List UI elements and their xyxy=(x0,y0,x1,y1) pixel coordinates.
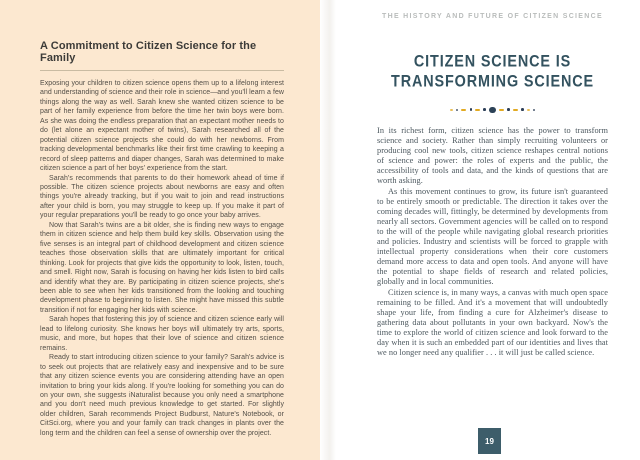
divider-dash-icon xyxy=(475,109,480,111)
chapter-title xyxy=(353,52,632,91)
spine-shadow xyxy=(320,0,336,460)
divider-bigdot-icon xyxy=(489,107,496,114)
body-paragraph: Sarah hopes that fostering this joy of science and citizen science early will lead to lifelong curiosity. She knows her boys will ultimately try arts, sports, music, and more, but hopes that their love of science and citizen science remains. xyxy=(40,316,284,352)
right-body-text xyxy=(377,126,608,358)
divider-dash-icon xyxy=(450,109,453,111)
divider-dot-icon xyxy=(456,109,458,111)
divider-dot-icon xyxy=(521,108,524,111)
divider-dot-icon xyxy=(507,108,510,111)
body-paragraph: Now that Sarah's twins are a bit older, she is finding new ways to engage them in citizen science and help them build key skills. Observation using the five senses is an integral part of childhood development and citizen science teaches those observation skills that are ultimately important for critical thinking. Look for projects that give kids the opportunity to look, listen, touch, and smell. Right now, Sarah is focusing on having her kids listen to bird calls and identify what they are. By participating in citizen science projects, she's been able to see when her kids transitioned from the looking and touching development phase to beginning to listen. She might have missed this subtle transition if not for engaging her kids with science. xyxy=(40,221,284,314)
divider-dot-icon xyxy=(483,108,486,111)
body-paragraph: Sarah's recommends that parents to do their homework ahead of time if possible. The citizen science projects about newborns are easy and often things you're already tracking, but if you wait to join and read instructions after your child is born, you may struggle to keep up. If you make it part of your regular preparations you'll be ready to go once your baby arrives. xyxy=(40,174,284,220)
ornament-divider-icon xyxy=(347,101,638,111)
left-page-content xyxy=(40,40,284,438)
body-paragraph: Ready to start introducing citizen science to your family? Sarah's advice is to seek out projects that are relatively easy and inexpensive and to be sure that any citizen science events you are considering attending have an open invitation to bring your kids along. If you're looking for something you can do on your own, she suggests iNaturalist because you only need a smartphone and you don't need much previous knowledge to get started. For slightly older children, Sarah recommends Project Budburst, Nature's Notebook, or CitSci.org, where you and your family can track changes in plants over the long term and the children can feel a sense of ownership over the project. xyxy=(40,354,284,437)
divider-dot-icon xyxy=(533,109,535,111)
divider-dash-icon xyxy=(461,109,466,111)
page-number-badge: 19 xyxy=(478,428,501,454)
body-paragraph: Citizen science is, in many ways, a canvas with much open space remaining to be filled. And it's a movement that will undoubtedly shape your life, from finding a cure for Alzheimer's disease to gathering data about pollutants in your own backyard. Now's the time to explore the world of citizen science and look forward to the day when it is such an embedded part of our identities and lives that we no longer need any qualifier . . . it will just be called science. xyxy=(377,287,608,358)
body-paragraph: Exposing your children to citizen science opens them up to a lifelong interest and understanding of science and their role in science—and you'll learn a few things along the way as well. Sarah knew she wanted citizen science to be part of her family experience from before the time her twin boys were born. As she was doing the endless preparation that an expectant mother needs to do (let alone an expectant mother of twins), Sarah researched all of the potential citizen science projects she could do with her newborns. From tracking developmental benchmarks like their first time crawling to keeping a record of sleep patterns and diaper changes, Sarah was determined to make citizen science a part of her boys' experience from the start. xyxy=(40,80,284,173)
chapter-title-line2: TRANSFORMING SCIENCE xyxy=(391,71,594,91)
divider-dot-icon xyxy=(470,108,473,111)
divider-dash-icon xyxy=(513,109,518,111)
chapter-title-line1: CITIZEN SCIENCE IS xyxy=(413,52,572,72)
right-page xyxy=(320,0,640,460)
body-paragraph: In its richest form, citizen science has the power to transform science and society. Rather than simply recruiting volunteers or producing cool new tools, citizen science reshapes central notions of science and power: the roles of experts and the public, the accessibility of tools and data, and the kinds of questions that are worth asking. xyxy=(377,126,608,186)
divider-dash-icon xyxy=(499,109,504,111)
running-header: THE HISTORY AND FUTURE OF CITIZEN SCIENCE xyxy=(382,13,603,20)
body-paragraph: As this movement continues to grow, its future isn't guaranteed to be entirely smooth or predictable. The direction it takes over the coming decades will, fittingly, be determined by developments from nearly all sectors. Government agencies will be called on to respond to the will of the people while navigating global research priorities and policies. Industry and scientists will be forced to grapple with intellectual property considerations when their core customers demand more access to data and open tools. And anyone will have the potential to shape fields of research and related policies, globally and in local communities. xyxy=(377,186,608,287)
left-body-text xyxy=(40,79,284,438)
divider-dash-icon xyxy=(527,109,530,111)
section-heading: A Commitment to Citizen Science for the Family xyxy=(40,40,284,71)
